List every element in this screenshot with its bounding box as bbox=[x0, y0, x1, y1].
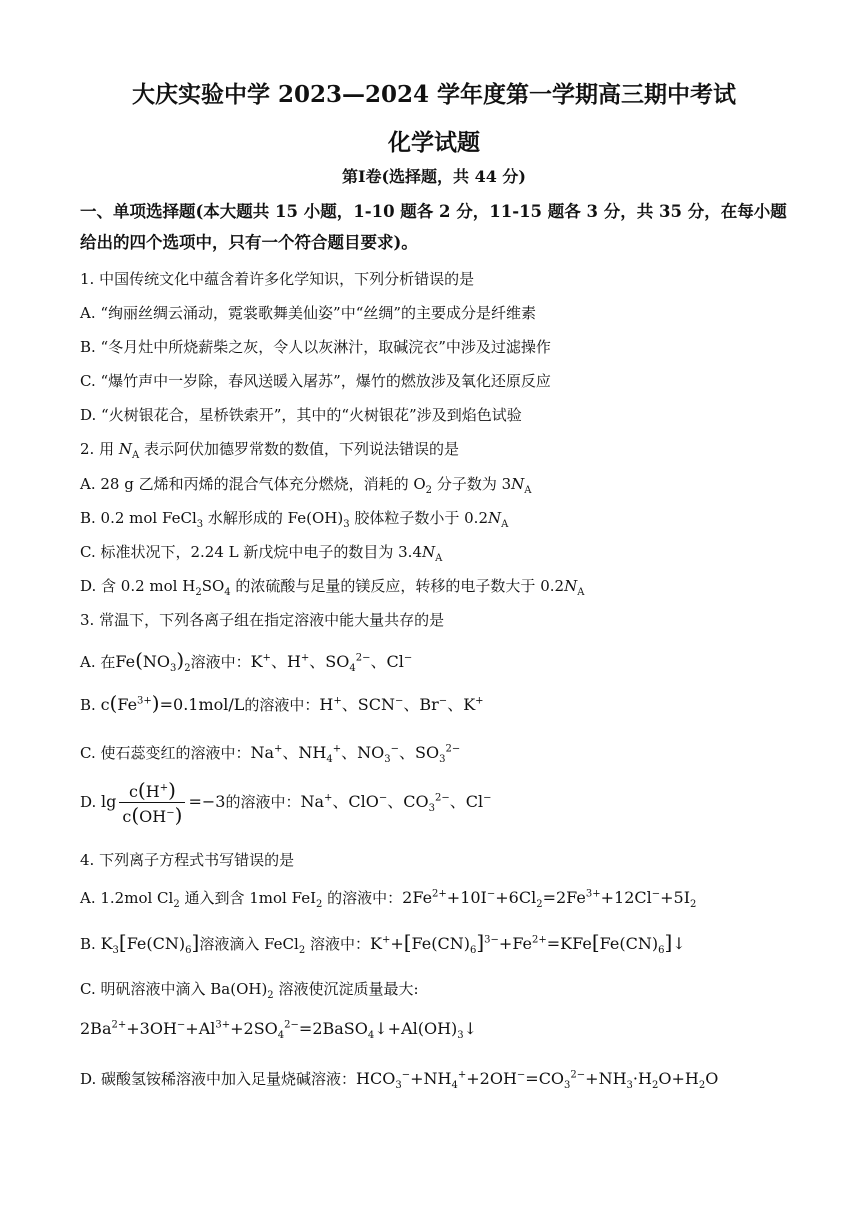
q4-stem: 4. 下列离子方程式书写错误的是 bbox=[80, 851, 295, 869]
exam-subtitle: 化学试题 bbox=[388, 129, 480, 156]
exam-title: 大庆实验中学 2023—2024 学年度第一学期高三期中考试 bbox=[131, 81, 737, 108]
q4-option-c-equation: $2Ba^{2+}+3OH^-+Al^{3+}+2SO_4^{2-}=2BaSO_4↓+Al(OH)_3↓$ bbox=[80, 1019, 478, 1042]
q1-option-c: C. “爆竹声中一岁除，春风送暖入屠苏”，爆竹的燃放涉及氧化还原反应 bbox=[80, 372, 551, 390]
q4-option-b: B. $K_3[Fe(CN)_6]$溶液滴入 FeCl$_2$ 溶液中：$K^++[Fe(CN)_6]^{3-}+Fe^{2+}=KFe[Fe(CN)_6]↓$ bbox=[80, 930, 686, 957]
q2-option-b: B. 0.2 mol FeCl$_3$ 水解形成的 $Fe(OH)_3$ 胶体粒子数小于 $0.2N_A$ bbox=[80, 509, 509, 530]
q2-option-c: C. 标准状况下，2.24 L 新戊烷中电子的数目为 $3.4N_A$ bbox=[80, 543, 443, 564]
q3-option-a: A. 在$Fe(NO_3)_2$溶液中：K+、H+、$SO_4^{2-}$、Cl− bbox=[80, 648, 413, 675]
q1-stem: 1. 中国传统文化中蕴含着许多化学知识，下列分析错误的是 bbox=[80, 270, 475, 288]
q4-option-a: A. 1.2mol $Cl_2$ 通入到含 1mol FeI$_2$ 的溶液中：$2Fe^{2+}+10I^-+6Cl_2=2Fe^{3+}+12Cl^-+5I_2$ bbox=[80, 888, 697, 911]
q1-option-a: A. “绚丽丝绸云涌动，霓裳歌舞美仙姿”中“丝绸”的主要成分是纤维素 bbox=[80, 304, 537, 322]
q2-option-d: D. 含 0.2 mol $H_2SO_4$ 的浓硫酸与足量的镁反应，转移的电子数大于 $0.2N_A$ bbox=[80, 577, 585, 598]
section-heading: 一、单项选择题(本大题共 15 小题，1-10 题各 2 分，11-15 题各 3 分，共 35 分，在每小题给出的四个选项中，只有一个符合题目要求)。 bbox=[80, 202, 787, 252]
q2-stem: 2. 用 $N_A$ 表示阿伏加德罗常数的数值，下列说法错误的是 bbox=[80, 440, 459, 461]
q3-option-c: C. 使石蕊变红的溶液中：Na+、$NH_4^+$、$NO_3^-$、$SO_3^{2-}$ bbox=[80, 743, 461, 766]
q1-option-d: D. “火树银花合，星桥铁索开”，其中的“火树银花”涉及到焰色试验 bbox=[80, 406, 522, 424]
q2-option-a: A. 28 g 乙烯和丙烯的混合气体充分燃烧，消耗的 $O_2$ 分子数为 $3N_A$ bbox=[80, 475, 532, 496]
q3-stem: 3. 常温下，下列各离子组在指定溶液中能大量共存的是 bbox=[80, 611, 445, 629]
q3-option-d: D. lg $\frac{c(H^+)}{c(OH^-)}$ =−3的溶液中：Na+、ClO−、$CO_3^{2-}$、Cl− bbox=[80, 778, 492, 827]
q4-option-c: C. 明矾溶液中滴入 $Ba(OH)_2$ 溶液使沉淀质量最大: bbox=[80, 980, 419, 1001]
q4-option-d: D. 碳酸氢铵稀溶液中加入足量烧碱溶液：$HCO_3^-+NH_4^++2OH^-=CO_3^{2-}+NH_3\cdot H_2O+H_2O$ bbox=[80, 1069, 719, 1092]
q1-option-b: B. “冬月灶中所烧薪柴之灰，令人以灰淋汁，取碱浣衣”中涉及过滤操作 bbox=[80, 338, 551, 356]
part-heading: 第Ⅰ卷(选择题，共 44 分) bbox=[341, 167, 527, 186]
q3-option-b: B. $c(Fe^{3+})=0.1mol/L$的溶液中：H+、SCN−、Br−、K+ bbox=[80, 691, 484, 715]
